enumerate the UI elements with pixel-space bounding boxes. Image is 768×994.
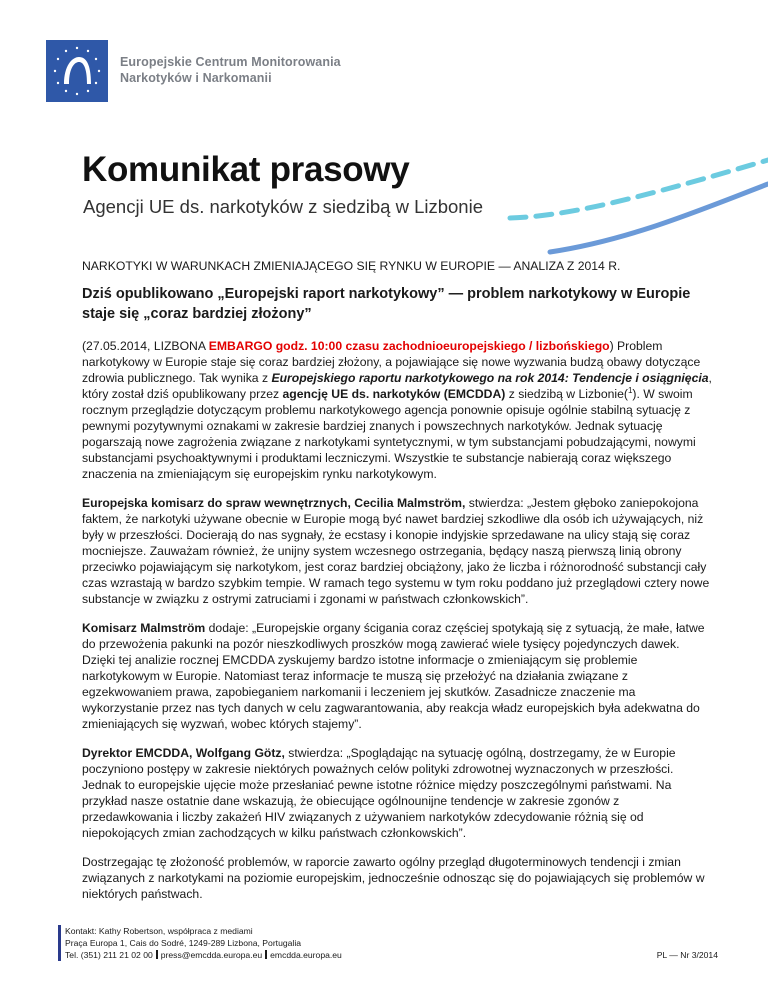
embargo-notice: EMBARGO godz. 10:00 czasu zachodnioeuropejskiego / lizbońskiego — [208, 339, 610, 353]
org-line-1: Europejskie Centrum Monitorowania — [120, 55, 341, 69]
agency-name: agencję UE ds. narkotyków (EMCDDA) — [282, 387, 506, 401]
footer-phone: Tel. (351) 211 21 02 00 — [65, 950, 153, 960]
intro-text-4: ). W swoim rocznym przeglądzie dotyczącym problemu narkotykowego agencja ponownie opisuje ogólnie stabilną sytuację z pewnymi pozytywnymi oznakami w zakresie bardziej znanych i powszechnych narkotyków. Jednak sytuację pogarszają nowe zagrożenia związane z narkotykami syntetycznymi, w tym substancjami pobudzającymi, nowymi substancjami psychoaktywnymi i produktami leczniczymi. Wszystkie te substancje nabierają coraz większego znaczenia na zmieniającym się europejskim rynku narkotykowym. — [82, 387, 696, 481]
footer-website-link[interactable]: emcdda.europa.eu — [270, 950, 342, 960]
intro-text-1: Problem narkotykowy w Europie staje się coraz bardziej złożony, a pojawiające się nowe wyzwania budzą obawy dotyczące zdrowia publicznego. Tak wynika z — [82, 339, 701, 385]
footer-email-link[interactable]: press@emcdda.europa.eu — [160, 950, 263, 960]
release-date: (27.05.2014, LIZBONA — [82, 339, 209, 353]
quote-text: stwierdza: „Spoglądając na sytuację ogólną, dostrzegamy, że w Europie poczyniono postępy w zakresie niektórych poważnych celów polityki zdrowotnej wyznaczonych w przeszłości. Jednak to europejskie ujęcie może przesłaniać pewne istotne różnice między poszczególnymi państwami. Na przykład nasze ostatnie dane wskazują, że obiecujące ogólnounijne tendencje w zakresie zgonów z przedawkowania i liczby zakażeń HIV związanych z używaniem narkotyków zdecydowanie różnią się od niepokojących zmian zachodzących w kilku państwach członkowskich”. — [82, 746, 676, 840]
page-title: Komunikat prasowy — [82, 150, 410, 189]
emcdda-logo — [46, 40, 108, 102]
speaker: Komisarz Malmström — [82, 621, 206, 635]
paragraph-gotz — [82, 745, 712, 841]
footer-contact: Kontakt: Kathy Robertson, współpraca z mediami — [65, 926, 253, 936]
report-title: Europejskiego raportu narkotykowego na rok 2014: Tendencje i osiągnięcia — [271, 371, 709, 385]
footer-links — [65, 949, 718, 961]
separator — [156, 950, 158, 959]
paragraph-intro — [82, 338, 712, 482]
speaker: Europejska komisarz do spraw wewnętrznych, Cecilia Malmström, — [82, 496, 466, 510]
separator — [265, 950, 267, 959]
quote-text: dodaje: „Europejskie organy ścigania coraz częściej spotykają się z sytuacją, że małe, łatwe do przewożenia pakunki na pozór nieszkodliwych proszków mogą zawierać wiele tysięcy pojedynczych dawek. Dzięki tej analizie rocznej EMCDDA zyskujemy bardzo istotne informacje o zmieniającym się problemie narkotykowym w Europie. Natomiast teraz informacje te muszą się przełożyć na działania związane z egzekwowaniem prawa, zapobieganiem narkomanii i leczeniem jej skutków. Zasadnicze znaczenie ma wykorzystanie przez nas tych danych w celu zagwarantowania, aby reakcja władz europejskich była adekwatna do zmieniających się wyzwań, wobec których stajemy”. — [82, 621, 705, 731]
date-close: ) — [609, 339, 614, 353]
speaker: Dyrektor EMCDDA, Wolfgang Götz, — [82, 746, 285, 760]
footnote-ref: 1 — [627, 385, 633, 395]
footer-address: Praça Europa 1, Cais do Sodré, 1249-289 Lizbona, Portugalia — [65, 938, 302, 948]
headline: Dziś opublikowano „Europejski raport narkotykowy” — problem narkotykowy w Europie staje się „coraz bardziej złożony” — [82, 286, 691, 322]
press-release-body — [82, 258, 712, 915]
paragraph-malmstrom-1 — [82, 495, 712, 607]
paragraph-malmstrom-2 — [82, 620, 712, 732]
quote-text: stwierdza: „Jestem głęboko zaniepokojona faktem, że narkotyki używane obecnie w Europie mogą być nawet bardziej szkodliwe dla osób ich używających, niż były w przeszłości. Docierają do nas sygnały, że ecstasy i konopie indyjskie sprzedawane na ulicy stają się coraz mocniejsze. Zauważam również, że unijny system wczesnego ostrzegania, będący naszą pierwszą linią obrony przeciwko pojawiającym się narkotykom, jest coraz bardziej obciążony, jako że liczba i różnorodność substancji cały czas wzrastają w bardzo szybkim tempie. W ramach tego systemu w tym roku poddano już przeglądowi cztery nowe substancje w związku z ostrymi zatruciami i zgonami w państwach członkowskich”. — [82, 496, 710, 606]
kicker: NARKOTYKI W WARUNKACH ZMIENIAJĄCEGO SIĘ RYNKU W EUROPIE — ANALIZA Z 2014 R. — [82, 259, 621, 273]
org-line-2: Narkotyków i Narkomanii — [120, 71, 272, 85]
paragraph-summary: Dostrzegając tę złożoność problemów, w raporcie zawarto ogólny przegląd długoterminowych tendencji i zmian związanych z narkotykami na poziomie europejskim, jednocześnie odnosząc się do pojawiających się problemów w niektórych państwach. — [82, 855, 705, 901]
organization-name — [120, 54, 341, 86]
intro-text-3: z siedzibą w Lizbonie( — [505, 387, 628, 401]
footer — [58, 925, 718, 961]
intro-text-2: , który został dziś opublikowany przez — [82, 371, 712, 401]
decorative-swoosh — [480, 140, 768, 260]
document-number: PL — Nr 3/2014 — [656, 950, 718, 960]
page-subtitle: Agencji UE ds. narkotyków z siedzibą w Lizbonie — [83, 196, 483, 217]
